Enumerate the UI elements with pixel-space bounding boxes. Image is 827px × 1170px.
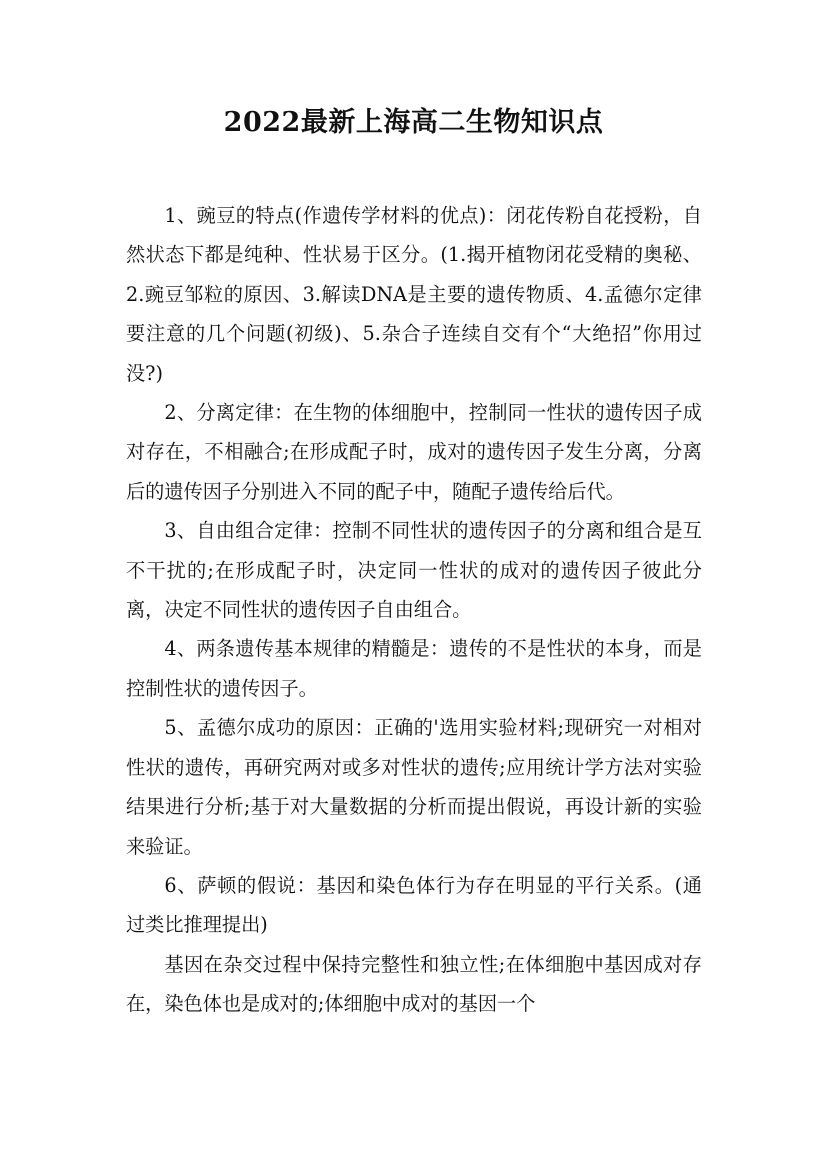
document-body [126, 196, 702, 1024]
paragraph-independent-assortment: 3、自由组合定律：控制不同性状的遗传因子的分离和组合是互不干扰的;在形成配子时，决定同一性状的成对的遗传因子彼此分离，决定不同性状的遗传因子自由组合。 [126, 519, 702, 622]
document-title: 2022最新上海高二生物知识点 [223, 107, 604, 138]
paragraph-gene-chromosome-parallel: 基因在杂交过程中保持完整性和独立性;在体细胞中基因成对存在，染色体也是成对的;体细胞中成对的基因一个 [126, 952, 702, 1016]
paragraph-mendel-success: 5、孟德尔成功的原因：正确的'选用实验材料;现研究一对相对性状的遗传，再研究两对或多对性状的遗传;应用统计学方法对实验结果进行分析;基于对大量数据的分析而提出假说，再设计新的实验来验证。 [126, 716, 702, 858]
paragraph-segregation-law: 2、分离定律：在生物的体细胞中，控制同一性状的遗传因子成对存在，不相融合;在形成配子时，成对的遗传因子发生分离，分离后的遗传因子分别进入不同的配子中，随配子遗传给后代。 [126, 401, 702, 503]
paragraph-sutton-hypothesis: 6、萨顿的假说：基因和染色体行为存在明显的平行关系。(通过类比推理提出) [126, 873, 702, 937]
paragraph-essence-of-laws: 4、两条遗传基本规律的精髓是：遗传的不是性状的本身，而是控制性状的遗传因子。 [126, 637, 702, 700]
paragraph-pea-traits: 1、豌豆的特点(作遗传学材料的优点)：闭花传粉自花授粉，自然状态下都是纯种、性状易于区分。(1.揭开植物闭花受精的奥秘、2.豌豆邹粒的原因、3.解读DNA是主要的遗传物质、4.孟德尔定律要注意的几个问题(初级)、5.杂合子连续自交有个“大绝招”你用过没?) [126, 204, 702, 385]
